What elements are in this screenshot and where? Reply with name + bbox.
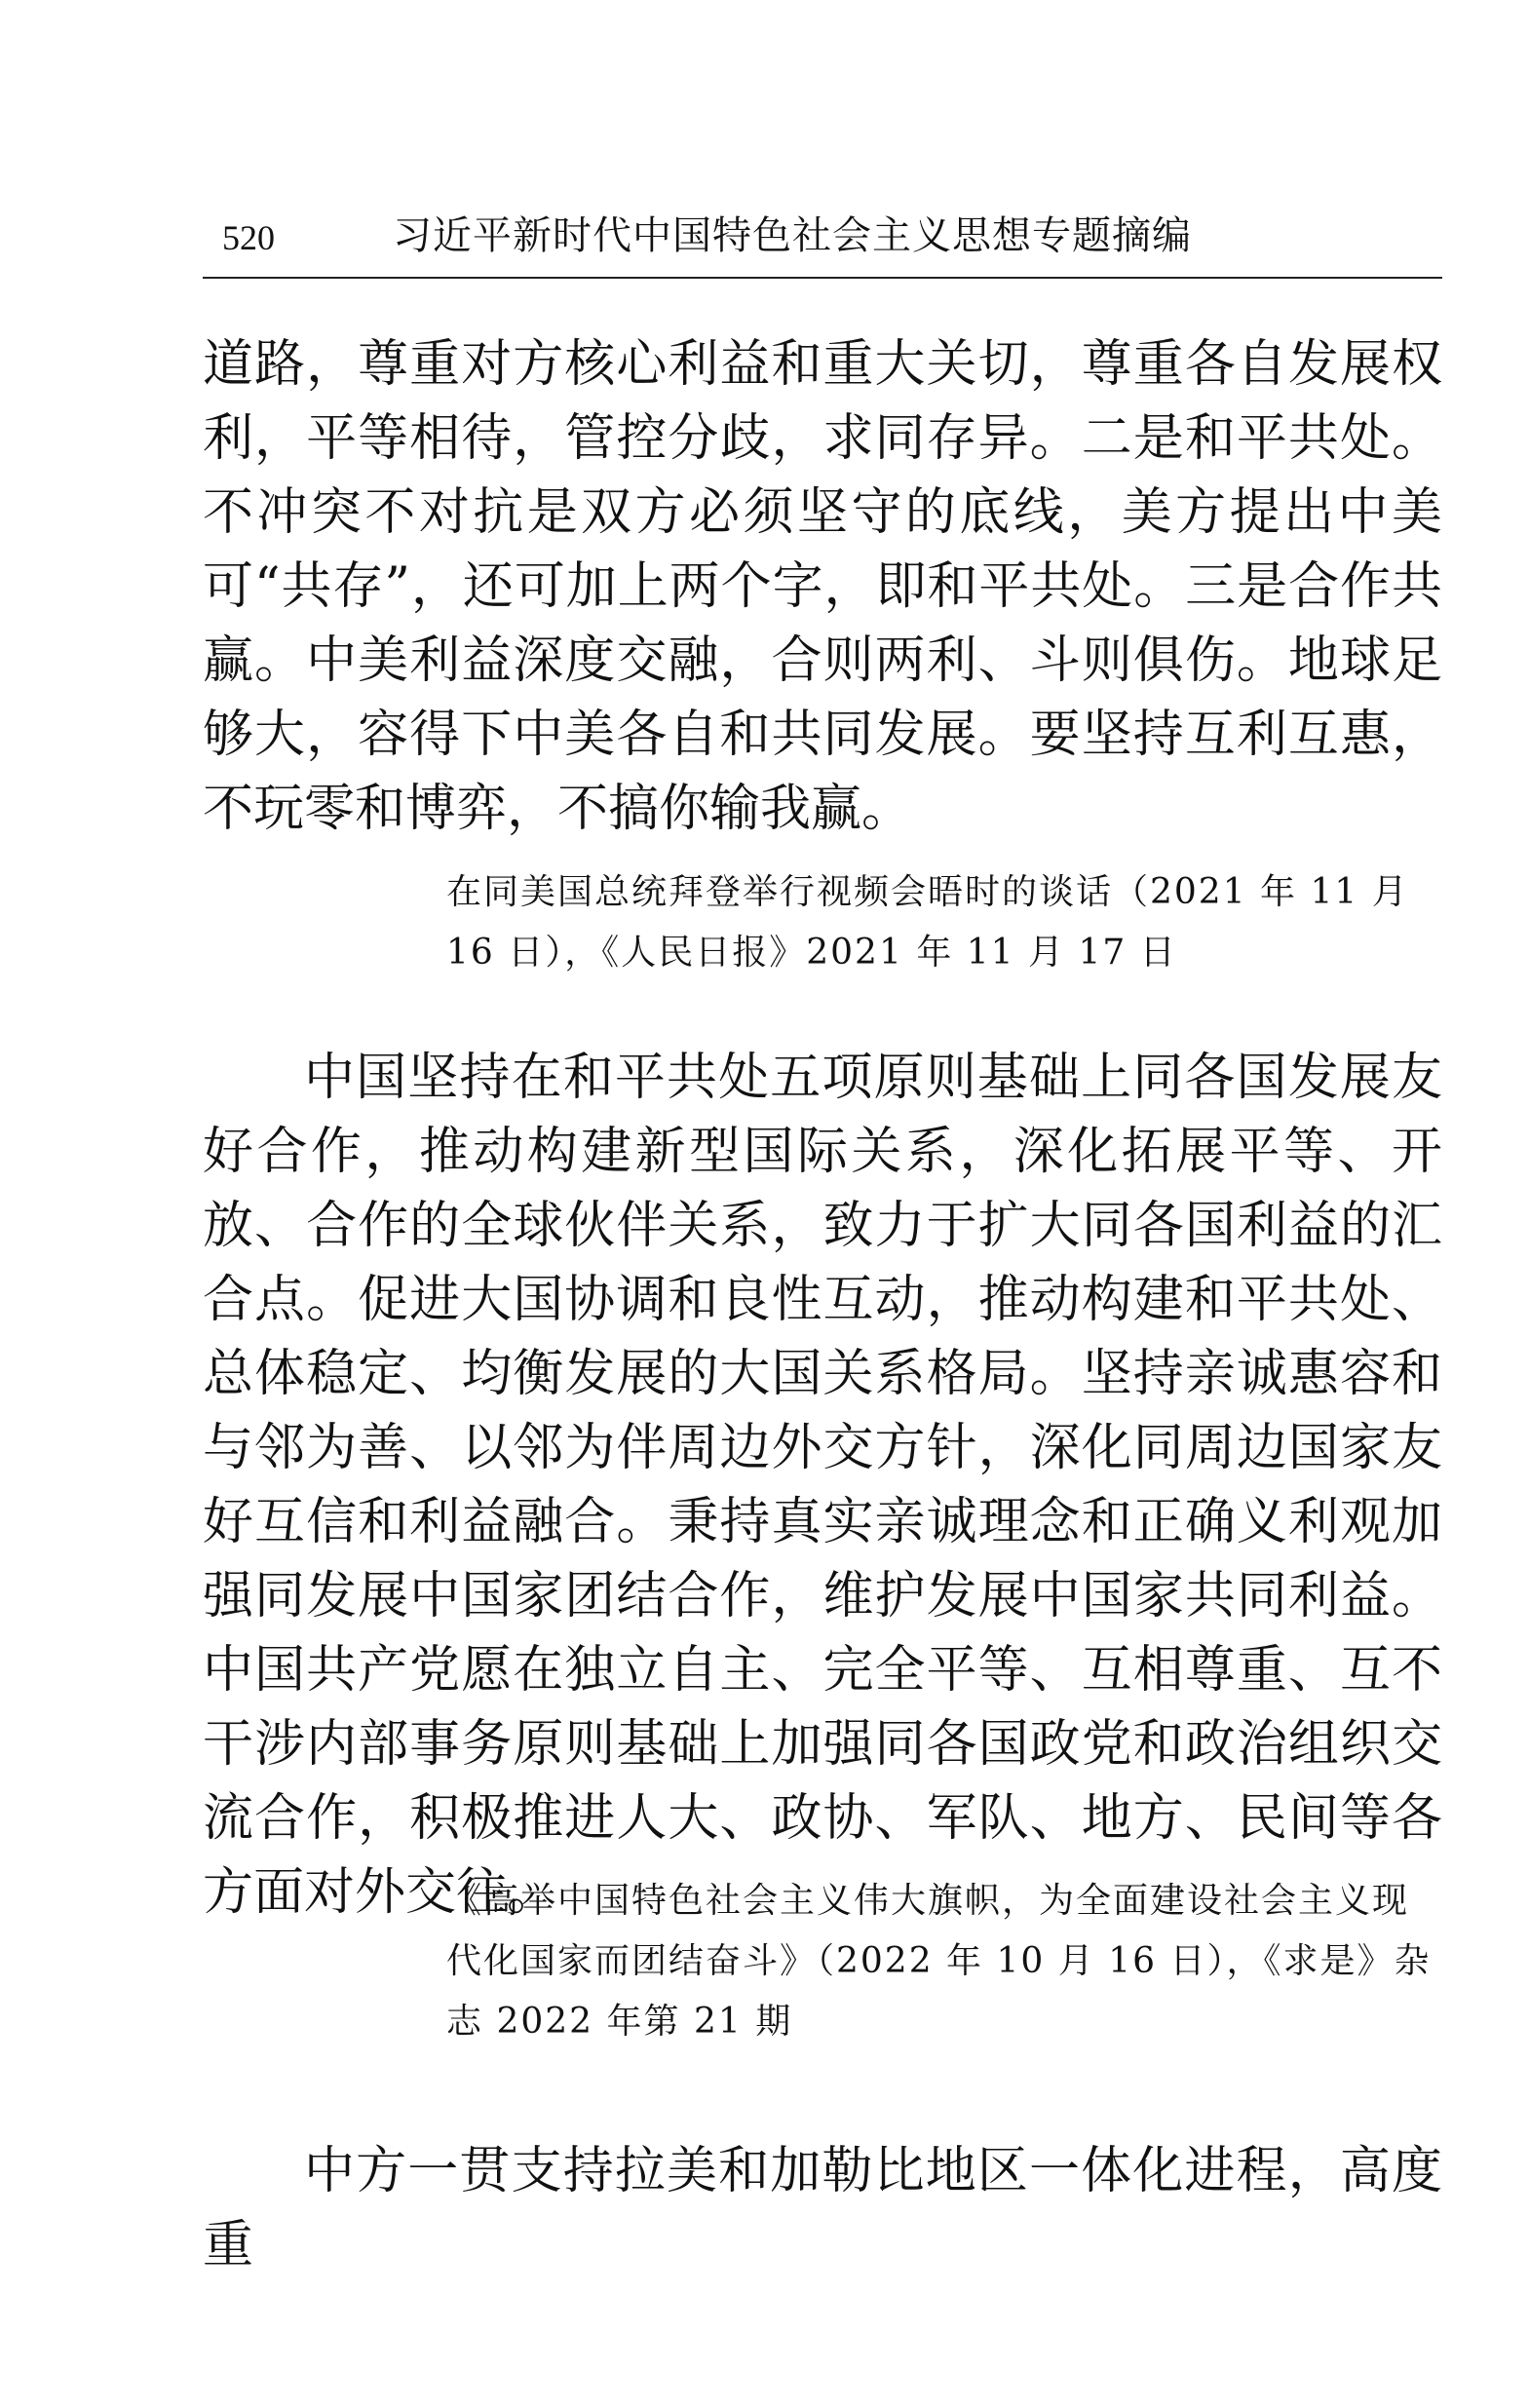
paragraph: 中国坚持在和平共处五项原则基础上同各国发展友好合作，推动构建新型国际关系，深化拓展平等、开放、合作的全球伙伴关系，致力于扩大同各国利益的汇合点。促进大国协调和良性互动，推动构建和平共处、总体稳定、均衡发展的大国关系格局。坚持亲诚惠容和与邻为善、以邻为伴周边外交方针，深化同周边国家友好互信和利益融合。秉持真实亲诚理念和正确义利观加强同发展中国家团结合作，维护发展中国家共同利益。中国共产党愿在独立自主、完全平等、互相尊重、互不干涉内部事务原则基础上加强同各国政党和政治组织交流合作，积极推进人大、政协、军队、地方、民间等各方面对外交往。 — [203, 1049, 1442, 1922]
source-citation: 在同美国总统拜登举行视频会晤时的谈话（2021 年 11 月 16 日），《人民日报》2021 年 11 月 17 日 — [446, 872, 1409, 973]
source-citation: 《高举中国特色社会主义伟大旗帜，为全面建设社会主义现代化国家而团结奋斗》（2022 年 10 月 16 日），《求是》杂志 2022 年第 21 期 — [446, 1881, 1432, 2042]
page-number: 520 — [222, 218, 275, 257]
header-rule — [203, 277, 1442, 279]
paragraph-continued: 道路，尊重对方核心利益和重大关切，尊重各自发展权利，平等相待，管控分歧，求同存异。二是和平共处。不冲突不对抗是双方必须坚守的底线，美方提出中美可“共存”，还可加上两个字，即和平共处。三是合作共赢。中美利益深度交融，合则两利、斗则俱伤。地球足够大，容得下中美各自和共同发展。要坚持互利互惠，不玩零和博弈，不搞你输我赢。 — [203, 335, 1442, 838]
page-header — [203, 195, 1442, 283]
running-title: 习近平新时代中国特色社会主义思想专题摘编 — [393, 213, 1192, 258]
paragraph: 中方一贯支持拉美和加勒比地区一体化进程，高度重 — [203, 2142, 1442, 2274]
